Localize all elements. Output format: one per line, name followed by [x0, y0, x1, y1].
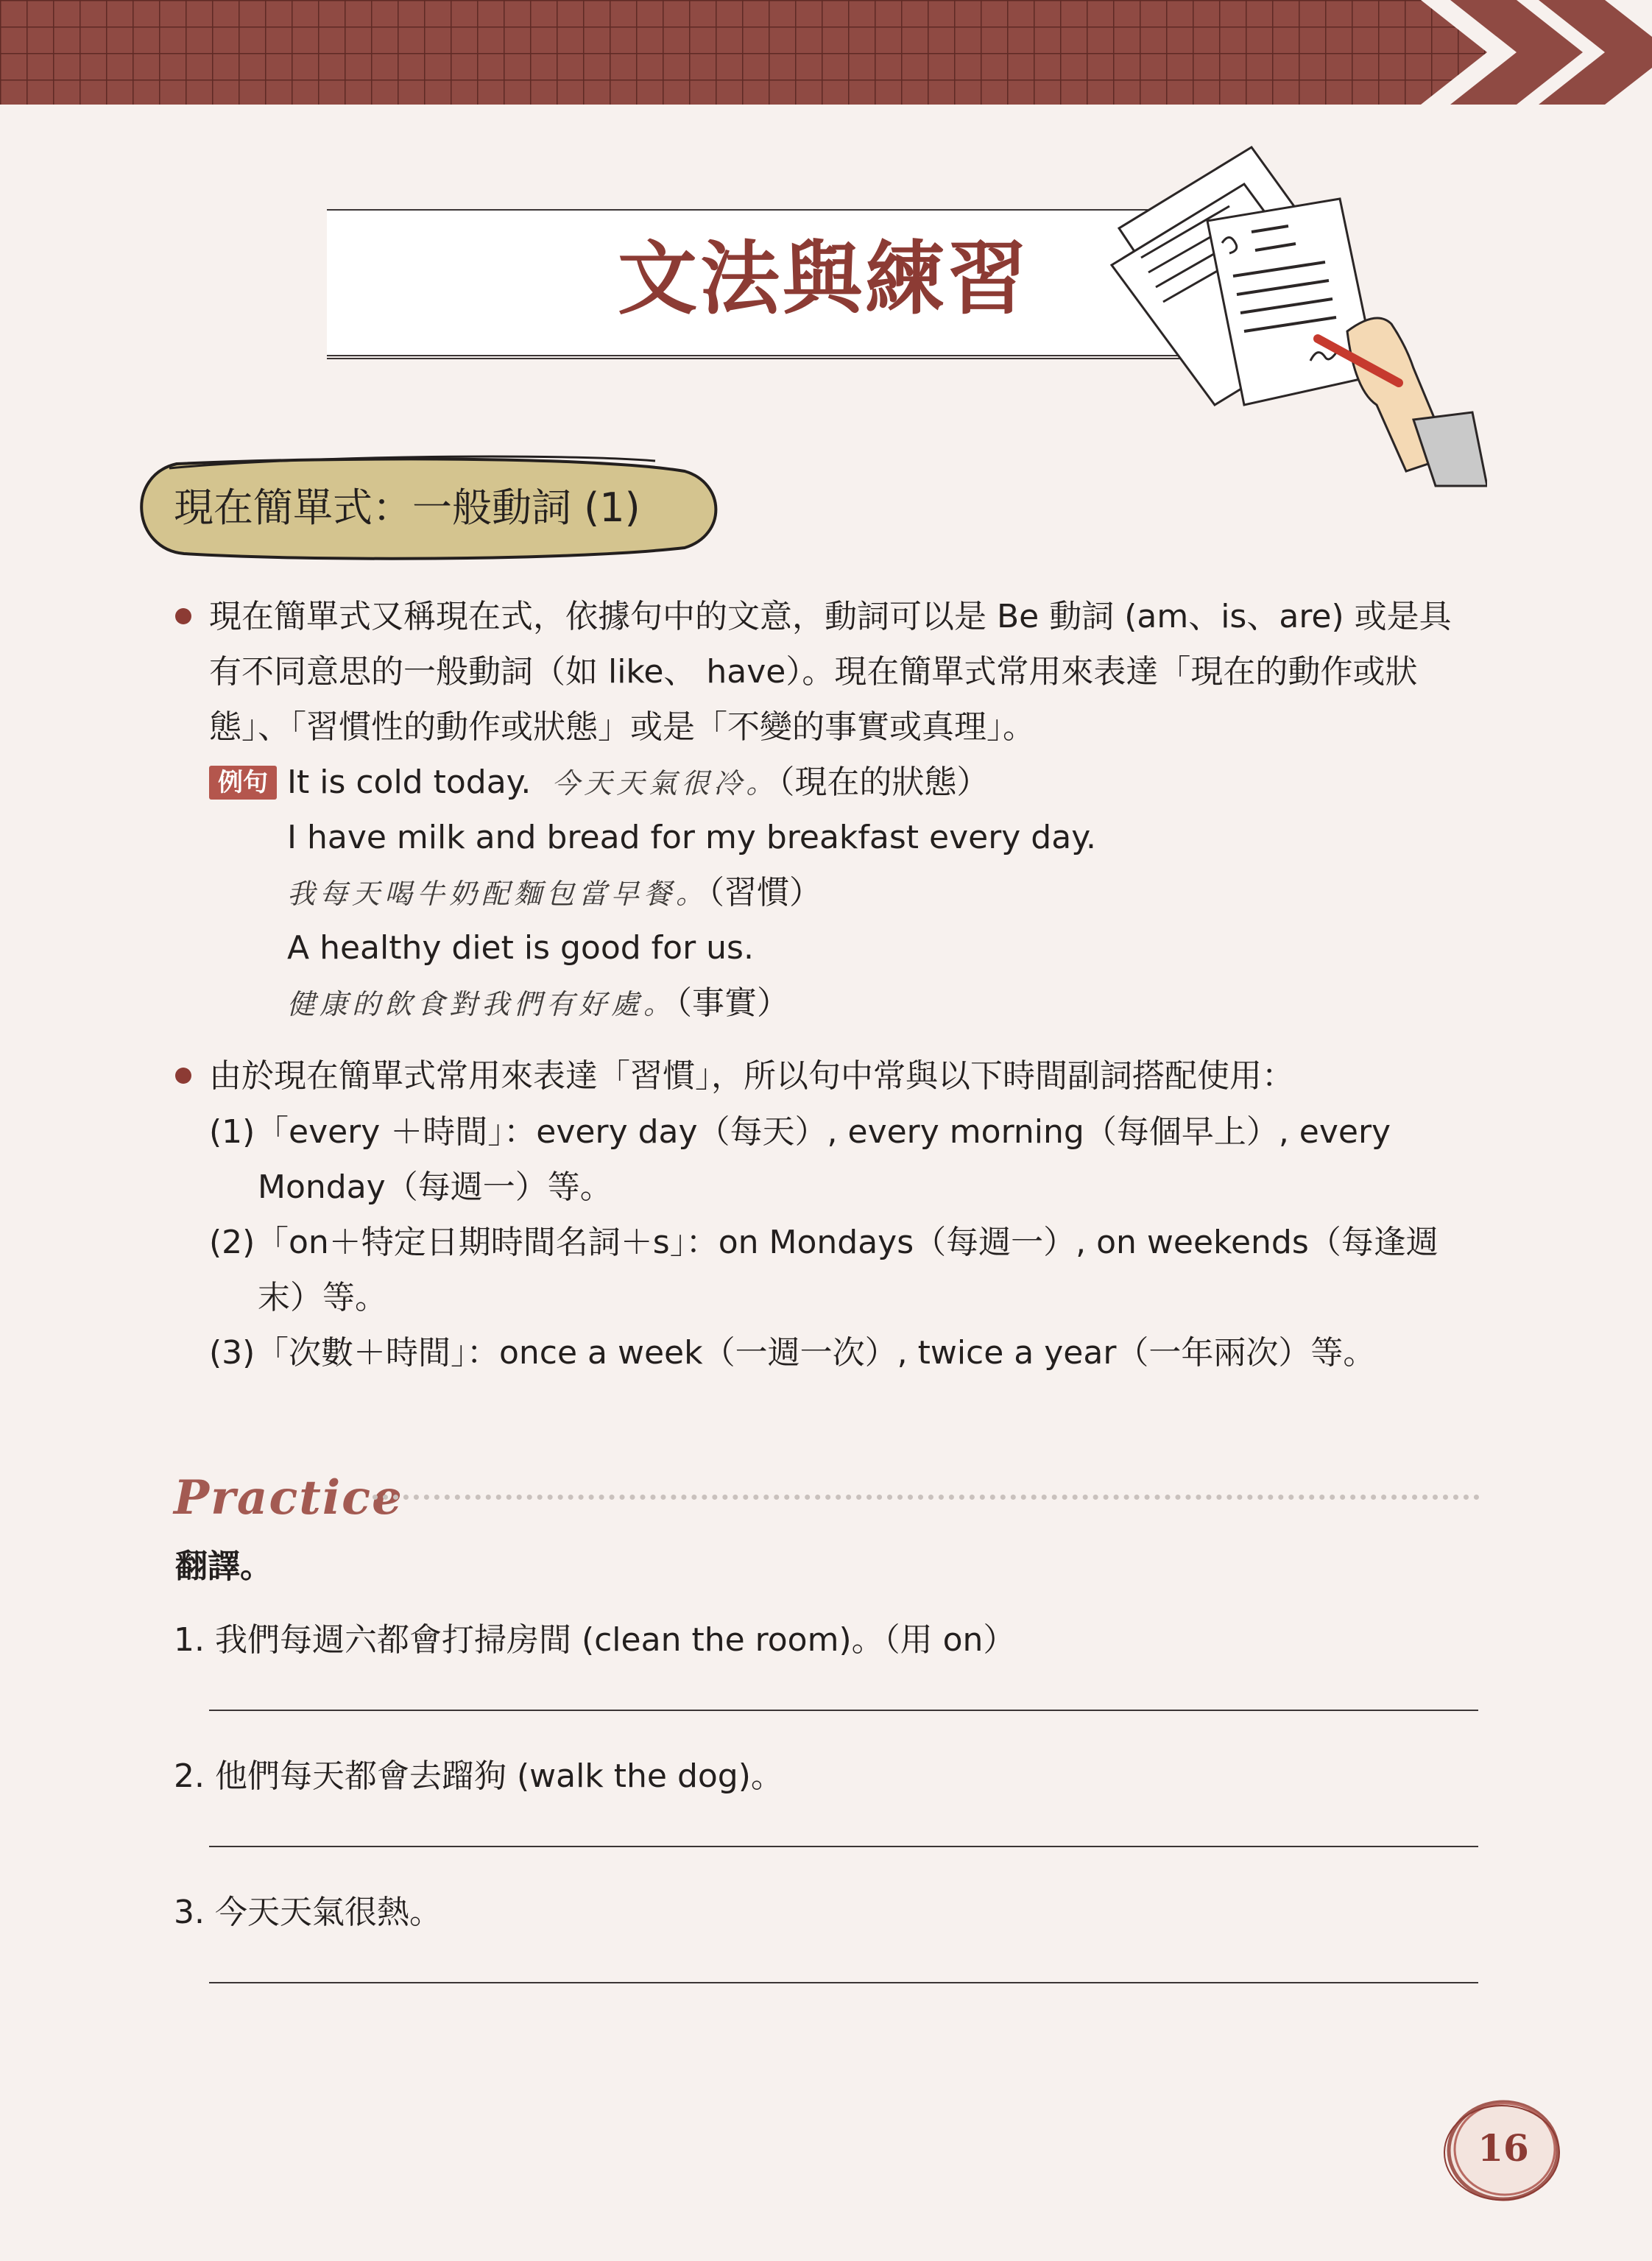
bullet1-line-3: 態」、「習慣性的動作或狀態」或是「不變的事實或真理」。	[209, 708, 1035, 746]
section-title: 現在簡單式：一般動詞 (1)	[174, 484, 640, 531]
header-banner	[0, 0, 1652, 105]
practice-instruction: 翻譯。	[175, 1548, 272, 1585]
example-3-en: A healthy diet is good for us.	[287, 929, 754, 967]
bullet2-item-1-line2: Monday（每週一）等。	[258, 1168, 613, 1206]
example-2-en: I have milk and bread for my breakfast every day.	[287, 819, 1096, 856]
bullet2-item-3-line1: 「次數＋時間」：once a week（一週一次）, twice a year（一年兩次）等。	[256, 1334, 1376, 1372]
example-label-badge: 例句	[209, 766, 277, 800]
answer-line-2[interactable]	[209, 1846, 1478, 1847]
bullet2-item-2-line2: 末）等。	[258, 1279, 387, 1316]
practice-title: Practice	[174, 1470, 403, 1525]
example-1-en: It is cold today.	[287, 763, 532, 801]
example-3-note: （事實）	[676, 984, 790, 1022]
title-underline	[327, 358, 1188, 359]
bullet-dot	[175, 608, 191, 624]
example-sentence-2-zh	[287, 865, 822, 922]
bullet2-item-1-num: (1)	[209, 1113, 255, 1151]
example-2-note: （習慣）	[708, 874, 822, 911]
practice-question-3: 3. 今天天氣很熱。	[174, 1894, 442, 1931]
example-3-zh: 健康的飲食對我們有好處。	[287, 988, 677, 1020]
example-sentence-3-zh	[287, 976, 789, 1032]
example-1-note: （現在的狀態）	[778, 763, 989, 801]
page-title: 文法與練習	[617, 233, 1030, 325]
answer-line-1[interactable]	[209, 1710, 1478, 1711]
answer-line-3[interactable]	[209, 1982, 1478, 1983]
example-2-zh: 我每天喝牛奶配麵包當早餐。	[287, 878, 709, 910]
bullet2-item-1-line1: 「every ＋時間」：every day（每天）, every morning（每個早上）, every	[256, 1113, 1391, 1151]
bullet2-item-2-num: (2)	[209, 1224, 255, 1261]
dotted-divider	[373, 1495, 1480, 1500]
bullet2-intro: 由於現在簡單式常用來表達「習慣」，所以句中常與以下時間副詞搭配使用：	[209, 1057, 1294, 1095]
bullet-dot	[175, 1068, 191, 1084]
page-number: 16	[1478, 2126, 1529, 2170]
practice-question-2: 2. 他們每天都會去蹓狗 (walk the dog)。	[174, 1757, 783, 1795]
example-1-zh: 今天天氣很冷。	[551, 767, 779, 800]
document-signing-illustration	[1104, 140, 1487, 493]
bullet1-line-2: 有不同意思的一般動詞（如 like、 have）。現在簡單式常用來表達「現在的動作或狀	[209, 653, 1418, 691]
bullet2-item-3-num: (3)	[209, 1334, 255, 1372]
bullet1-line-1: 現在簡單式又稱現在式，依據句中的文意，動詞可以是 Be 動詞 (am、is、are) 或是具	[209, 598, 1452, 635]
example-sentence-1	[287, 755, 989, 811]
bullet2-item-2-line1: 「on＋特定日期時間名詞＋s」：on Mondays（每週一）, on weekends（每逢週	[256, 1224, 1439, 1261]
practice-question-1: 1. 我們每週六都會打掃房間 (clean the room)。（用 on）	[174, 1621, 1016, 1659]
